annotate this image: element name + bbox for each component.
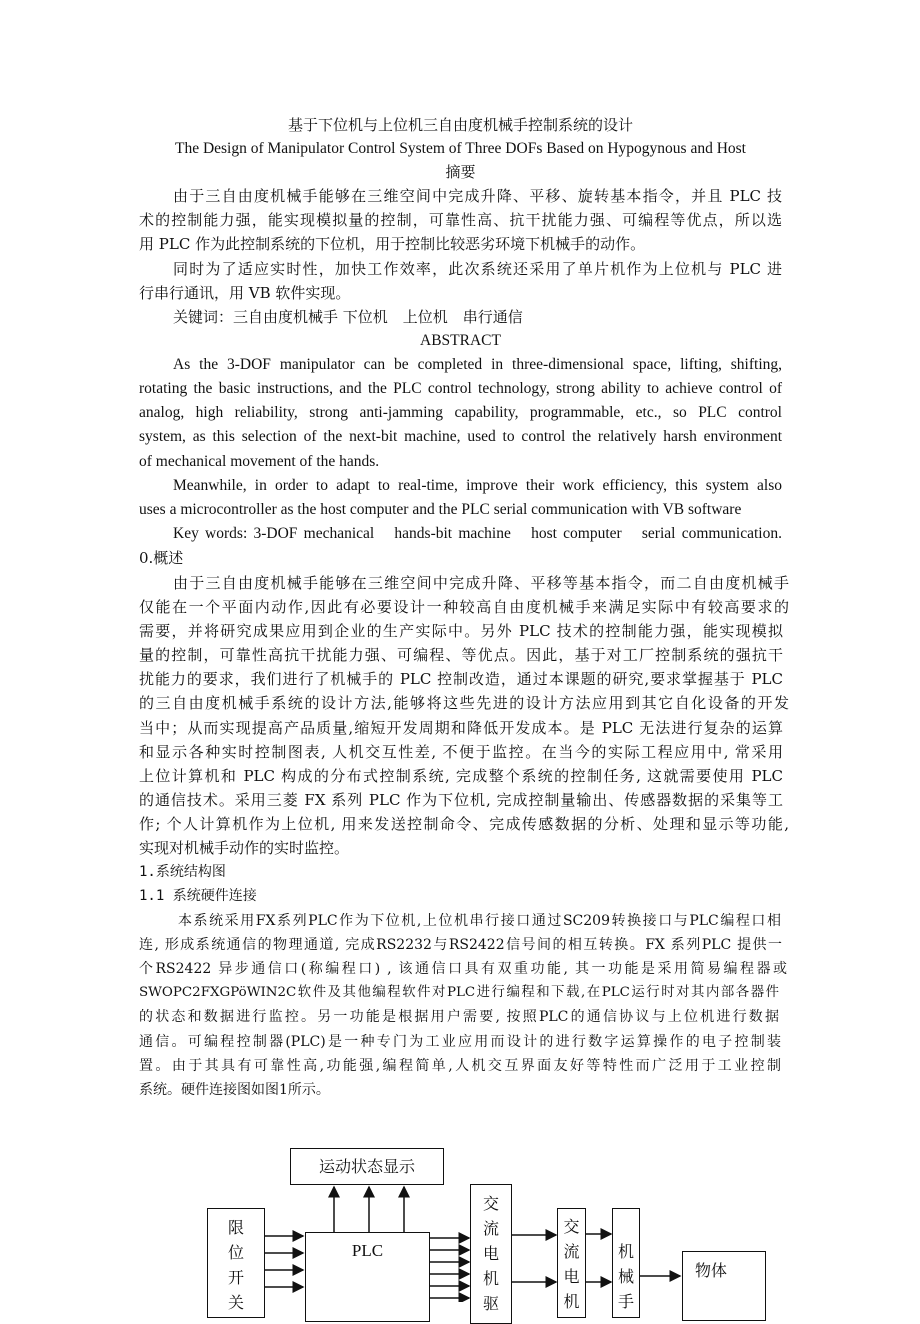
section-0-line2: 仅能在一个平面内动作,因此有必要设计一种较高自由度机械手来满足实际中有较高要求的	[139, 598, 789, 616]
section-0-line9: 上位计算机和 PLC 构成的分布式控制系统, 完成整个系统的控制任务, 这就需要使用 PLC	[139, 767, 783, 785]
abstract-en-p1-line2: rotating the basic instructions, and the PLC control technology, strong ability to achieve control of	[139, 380, 782, 397]
section-1-1-line1: 本系统采用FX系列PLC作为下位机,上位机串行接口通过SC209转换接口与PLC编程口相	[178, 913, 781, 929]
limit-switch-char-4: 关	[227, 1293, 244, 1312]
abstract-en-p1-line5: of mechanical movement of the hands.	[139, 453, 380, 470]
ac-motor-char-2: 流	[563, 1242, 580, 1261]
abstract-en-heading: ABSTRACT	[420, 332, 501, 349]
section-1-heading: 1.系统结构图	[139, 864, 226, 880]
section-0-line5: 扰能力的要求，我们进行了机械手的 PLC 控制改造，通过本课题的研究,要求掌握基于 PLC	[139, 670, 783, 688]
manipulator-char-3: 手	[617, 1292, 634, 1311]
manipulator-char-2: 械	[617, 1267, 634, 1286]
abstract-en-p1-line1: As the 3-DOF manipulator can be completed in three-dimensional space, lifting, shifting,	[173, 356, 782, 373]
section-0-line1: 由于三自由度机械手能够在三维空间中完成升降、平移等基本指令，而二自由度机械手	[173, 574, 789, 592]
section-0-line10: 的通信技术。采用三菱 FX 系列 PLC 作为下位机, 完成控制量输出、传感器数据的采集等工	[139, 791, 783, 809]
section-0-line11: 作; 个人计算机作为上位机, 用来发送控制命令、完成传感数据的分析、处理和显示等功能,	[139, 815, 789, 833]
ac-motor-char-4: 机	[563, 1292, 580, 1311]
section-0-line12: 实现对机械手动作的实时监控。	[139, 839, 350, 857]
ac-motor-char-3: 电	[563, 1267, 580, 1286]
ac-motor-driver-char-3: 电	[482, 1244, 499, 1263]
abstract-en-p2-line1: Meanwhile, in order to adapt to real-time, improve their work efficiency, this system also	[173, 477, 782, 494]
section-0-line7: 当中；从而实现提高产品质量,缩短开发周期和降低开发成本。是 PLC 无法进行复杂的运算	[139, 719, 783, 737]
motion-status-display-box	[290, 1148, 444, 1185]
section-1-1-line5: 的状态和数据进行监控。另一功能是根据用户需要, 按照PLC的通信协议与上位机进行数据	[139, 1009, 779, 1025]
limit-switch-char-2: 位	[227, 1243, 244, 1262]
section-1-1-line8: 系统。硬件连接图如图1所示。	[139, 1082, 330, 1098]
abstract-cn-p2-line2: 行串行通讯，用 VB 软件实现。	[139, 284, 351, 302]
section-1-1-line2: 连, 形成系统通信的物理通道, 完成RS2232与RS2422信号间的相互转换。FX 系列PLC 提供一	[139, 937, 782, 953]
abstract-cn-p1-line3: 用 PLC 作为此控制系统的下位机，用于控制比较恶劣环境下机械手的动作。	[139, 235, 646, 253]
section-1-1-heading: 1.1 系统硬件连接	[139, 888, 257, 904]
ac-motor-driver-char-4: 机	[482, 1269, 499, 1288]
abstract-cn-p1-line1: 由于三自由度机械手能够在三维空间中完成升降、平移、旋转基本指令，并且 PLC 技	[173, 187, 782, 205]
keywords-en: Key words: 3-DOF mechanical hands-bit machine host computer serial communication.	[173, 525, 782, 542]
section-0-line3: 需要，并将研究成果应用到企业的生产实际中。另外 PLC 技术的控制能力强，能实现模拟	[139, 622, 783, 640]
abstract-cn-p1-line2: 术的控制能力强，能实现模拟量的控制，可靠性高、抗干扰能力强、可编程等优点，所以选	[139, 211, 782, 229]
ac-motor-driver-char-2: 流	[482, 1219, 499, 1238]
ac-motor-driver-box	[470, 1184, 512, 1324]
section-0-heading: 0.概述	[139, 549, 184, 567]
section-0-line6: 的三自由度机械手系统的设计方法,能够将这些先进的设计方法应用到其它自化设备的开发	[139, 694, 789, 712]
section-1-1-line6: 通信。可编程控制器(PLC)是一种专门为工业应用而设计的进行数字运算操作的电子控制装	[139, 1034, 781, 1050]
limit-switch-char-3: 开	[227, 1268, 244, 1287]
manipulator-char-1: 机	[617, 1242, 634, 1261]
plc-label: PLC	[351, 1241, 384, 1260]
abstract-cn-p2-line1: 同时为了适应实时性，加快工作效率，此次系统还采用了单片机作为上位机与 PLC 进	[173, 260, 782, 278]
abstract-heading: 摘要	[445, 163, 476, 181]
abstract-en-p2-line2: uses a microcontroller as the host computer and the PLC serial communication with VB software	[139, 501, 742, 518]
object-box	[682, 1251, 766, 1321]
object-label: 物体	[695, 1261, 728, 1280]
title-chinese: 基于下位机与上位机三自由度机械手控制系统的设计	[287, 116, 633, 134]
section-1-1-line7: 置。由于其具有可靠性高,功能强,编程简单,人机交互界面友好等特性而广泛用于工业控制	[139, 1058, 781, 1074]
abstract-en-p1-line4: system, as this selection of the next-bit machine, used to control the relatively harsh environment	[139, 428, 782, 445]
motion-status-display-label: 运动状态显示	[318, 1157, 415, 1176]
plc-box	[305, 1232, 430, 1322]
ac-motor-driver-char-5: 驱	[482, 1294, 499, 1313]
section-0-line4: 量的控制，可靠性高抗干扰能力强、可编程、等优点。因此，基于对工厂控制系统的强抗干	[139, 646, 783, 664]
section-1-1-line3: 个RS2422 异步通信口(称编程口) , 该通信口具有双重功能, 其一功能是采用简易编程器或	[139, 961, 787, 977]
ac-motor-char-1: 交	[563, 1217, 580, 1236]
ac-motor-driver-char-1: 交	[482, 1194, 499, 1213]
section-1-1-line4: SWOPC2FXGPöWIN2C软件及其他编程软件对PLC进行编程和下载,在PLC运行时对其内部各器件	[139, 985, 779, 1000]
abstract-en-p1-line3: analog, high reliability, strong anti-jamming capability, programmable, etc., so PLC control	[139, 404, 782, 421]
section-0-line8: 和显示各种实时控制图表, 人机交互性差, 不便于监控。在当今的实际工程应用中, 常采用	[139, 743, 783, 761]
title-english: The Design of Manipulator Control System of Three DOFs Based on Hypogynous and Host	[174, 140, 746, 157]
limit-switch-char-1: 限	[227, 1218, 244, 1237]
keywords-cn: 关键词：三自由度机械手 下位机 上位机 串行通信	[173, 308, 523, 326]
